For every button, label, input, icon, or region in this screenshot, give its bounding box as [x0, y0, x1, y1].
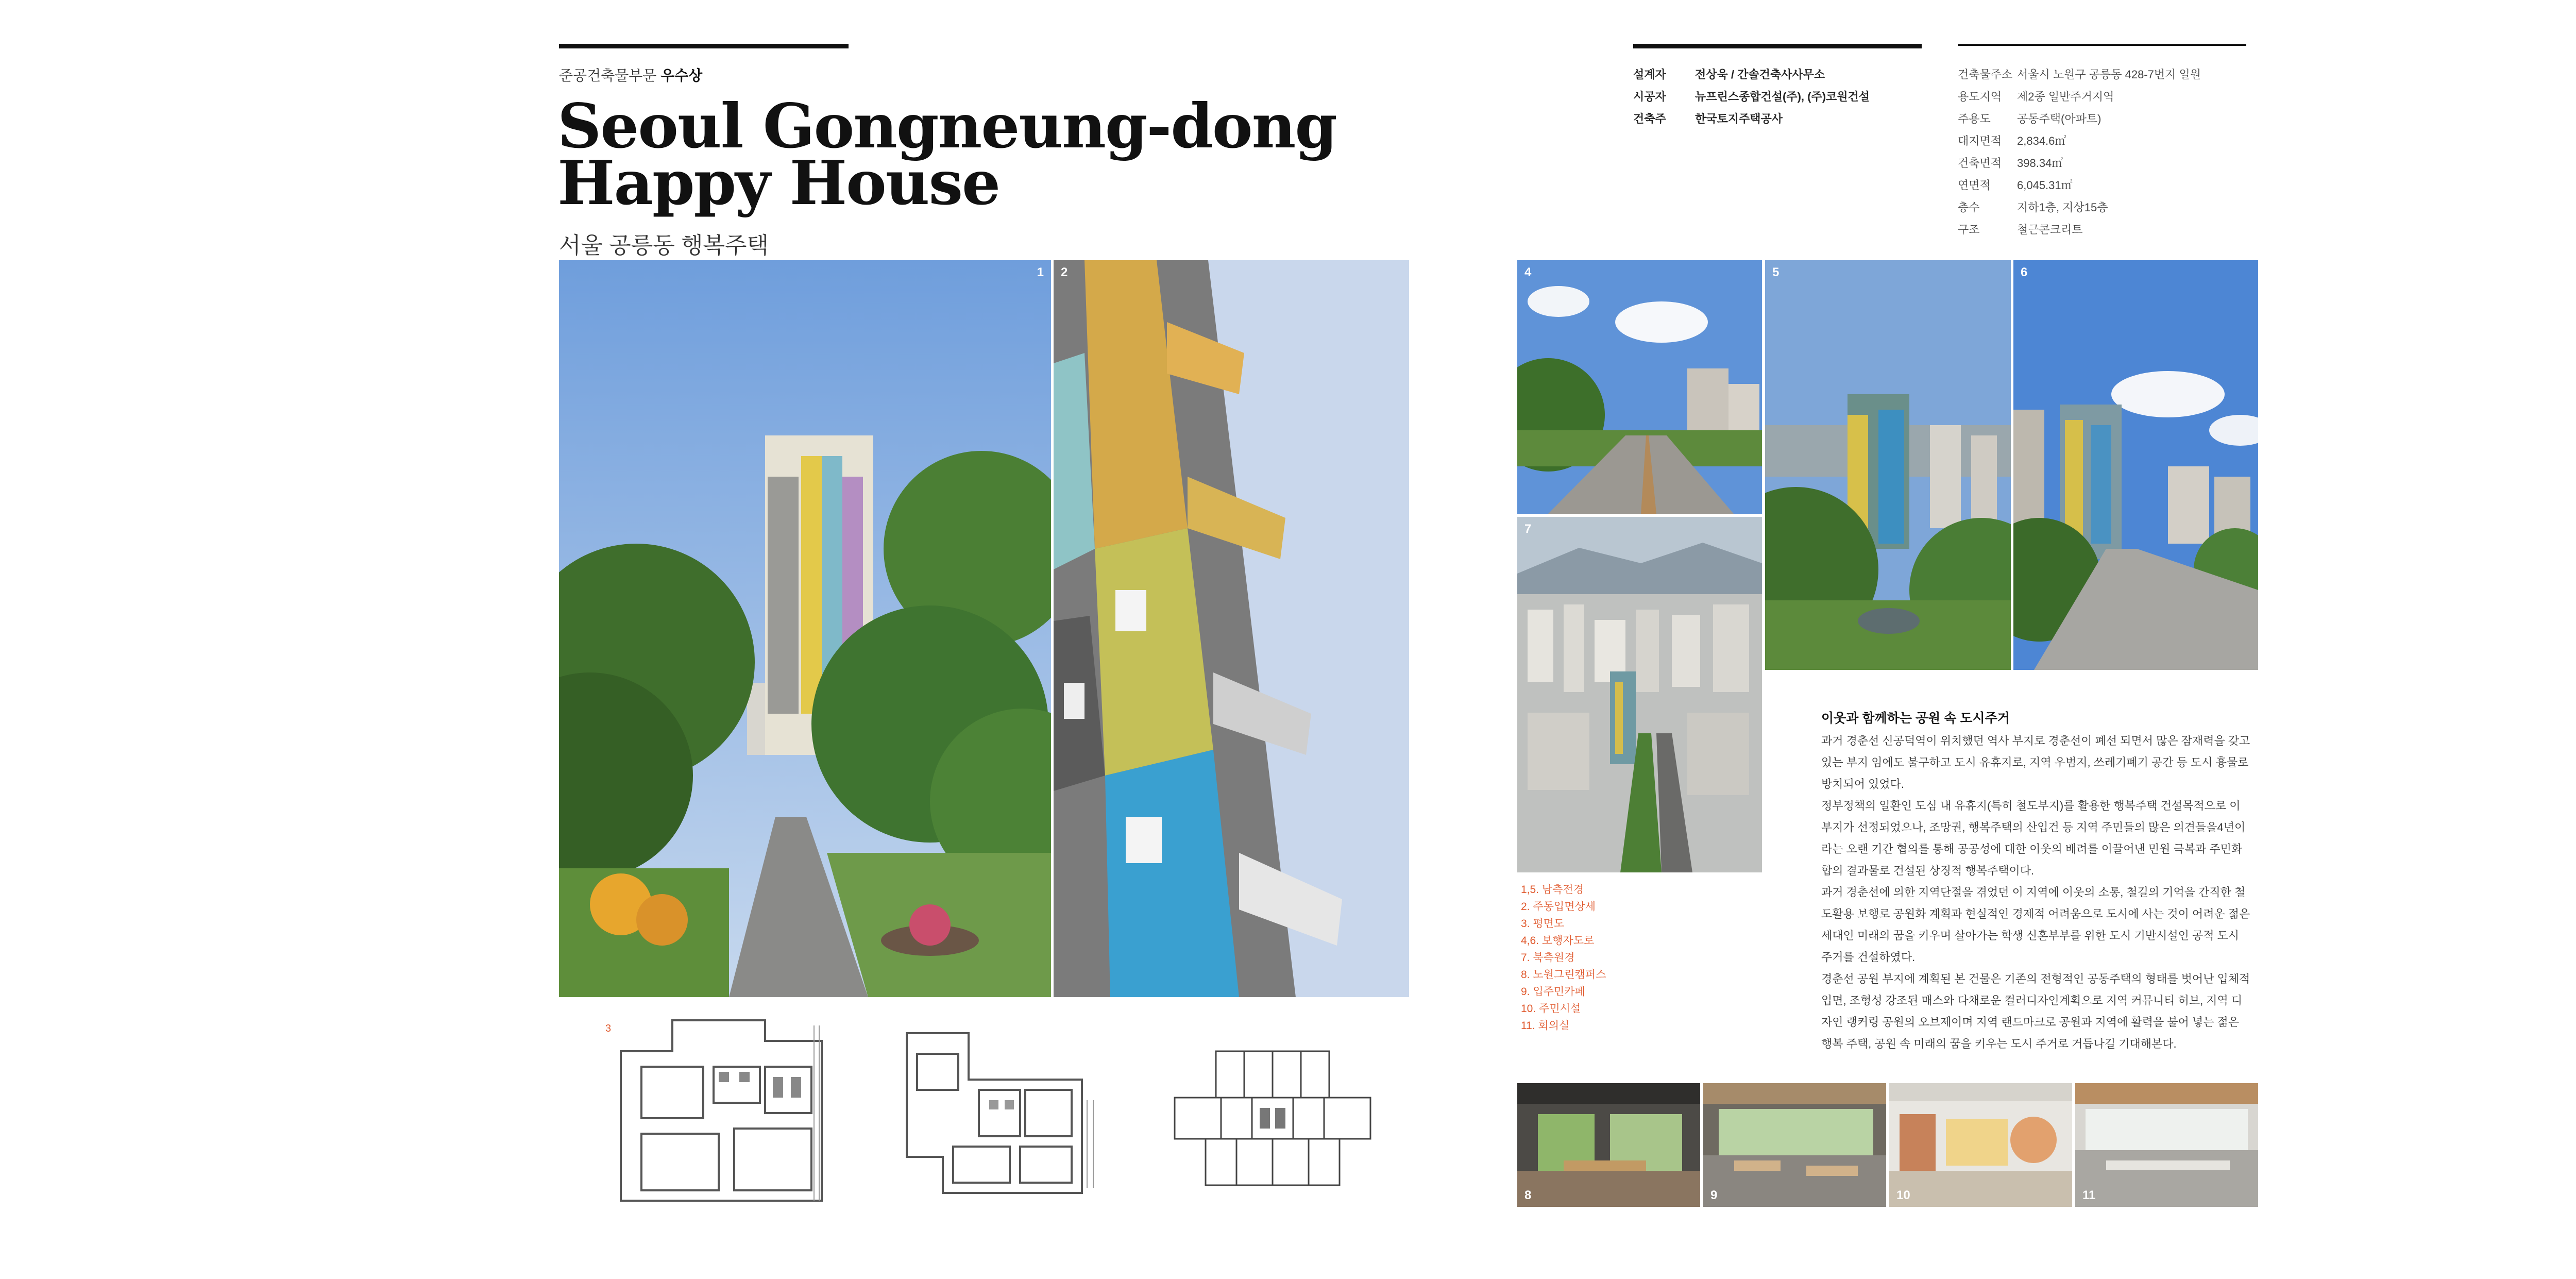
photo-resident-cafe	[1703, 1083, 1886, 1207]
photo-facade-detail-image	[1054, 260, 1409, 997]
legend-item: 2. 주동입면상세	[1521, 901, 1596, 913]
photo-number: 10	[1896, 1188, 1910, 1202]
spec-key: 용도지역	[1958, 90, 2002, 103]
legend-item: 4,6. 보행자도로	[1521, 935, 1595, 947]
photo-legend	[1521, 881, 1606, 1034]
credit-row	[1633, 85, 1870, 107]
spec-key: 연면적	[1958, 179, 1991, 192]
credit-key: 시공자	[1633, 90, 1666, 103]
essay-paragraph: 정부정책의 일환인 도심 내 유휴지(특히 철도부지)를 활용한 행복주택 건설목적으로 이 부지가 선정되었으나, 조망권, 행복주택의 산입건 등 지역 주민들의 많은 의견들을4년이라는 오랜 기간 협의를 통해 공공성에 대한 이웃의 배려를 이끌어낸 민원 극복과 주민화합의 결과물로 건설된 상징적 행복주택이다.	[1821, 799, 2246, 877]
photo-number: 2	[1061, 265, 1068, 279]
essay-heading: 이웃과 함께하는 공원 속 도시주거	[1821, 711, 2010, 726]
spec-row	[1958, 196, 2201, 218]
spec-key: 구조	[1958, 223, 1980, 236]
photo-facade-detail	[1054, 260, 1409, 997]
photo-number: 9	[1710, 1188, 1718, 1202]
spec-value: 공동주택(아파트)	[2017, 112, 2102, 125]
award-prefix: 준공건축물부문	[559, 68, 657, 83]
legend-item: 9. 입주민카페	[1521, 986, 1585, 998]
photo-south-view-5-image	[1765, 260, 2011, 670]
photo-number: 6	[2021, 265, 2028, 279]
photo-number: 7	[1524, 522, 1532, 536]
spec-key: 대지면적	[1958, 134, 2002, 147]
legend-item: 1,5. 남측전경	[1521, 884, 1584, 896]
legend-item: 3. 평면도	[1521, 918, 1565, 930]
legend-item: 10. 주민시설	[1521, 1003, 1581, 1015]
credits-list	[1633, 63, 1870, 129]
spec-row	[1958, 174, 2201, 196]
photo-number: 4	[1524, 265, 1532, 279]
spec-key: 주용도	[1958, 112, 1991, 125]
photo-meeting-room-image	[2075, 1083, 2258, 1207]
photo-pedestrian-road-6	[2013, 260, 2258, 670]
spec-row	[1958, 129, 2201, 152]
photo-north-view-image	[1517, 517, 1762, 872]
photo-resident-cafe-image	[1703, 1083, 1886, 1207]
title-line-1: Seoul Gongneung-dong	[557, 90, 1336, 162]
photo-meeting-room	[2075, 1083, 2258, 1207]
credit-row	[1633, 107, 1870, 129]
essay-paragraph: 과거 경춘선 신공덕역이 위치했던 역사 부지로 경춘선이 폐선 되면서 많은 잠재력을 갖고 있는 부지 임에도 불구하고 도시 유휴지로, 지역 우범지, 쓰레기폐기 공간 등 도시 흉물로 방치되어 있었다.	[1821, 734, 2250, 790]
spec-key: 건축물주소	[1958, 68, 2013, 81]
essay-paragraph: 경춘선 공원 부지에 계획된 본 건물은 기존의 전형적인 공동주택의 형태를 벗어난 입체적 입면, 조형성 강조된 매스와 다채로운 컬러디자인계획으로 지역 커뮤니티 허브, 지역 디자인 랭커링 공원의 오브제이며 지역 랜드마크로 공원과 지역에 활력을 불어 넣는 젊은 행복 주택, 공원 속 미래의 꿈을 키우는 도시 주거로 거듭나길 기대해본다.	[1821, 972, 2250, 1050]
award-grade: 우수상	[660, 68, 703, 83]
photo-number: 1	[1037, 265, 1044, 279]
spec-row	[1958, 152, 2201, 174]
spec-key: 층수	[1958, 201, 1980, 214]
photo-number: 8	[1524, 1188, 1532, 1202]
photo-pedestrian-road-4-image	[1517, 260, 1762, 514]
floor-plan-2	[896, 1023, 1103, 1198]
credit-value: 전상욱 / 간솔건축사사무소	[1695, 68, 1825, 81]
spec-value: 철근콘크리트	[2017, 223, 2083, 236]
spec-value: 6,045.31㎡	[2017, 179, 2073, 192]
credit-row	[1633, 63, 1870, 85]
spec-row	[1958, 218, 2201, 240]
photo-south-view-image	[559, 260, 1051, 997]
credit-value: 한국토지주택공사	[1695, 112, 1783, 125]
photo-number: 11	[2082, 1188, 2096, 1202]
legend-item: 11. 회의실	[1521, 1020, 1570, 1032]
spec-value: 398.34㎡	[2017, 157, 2063, 170]
page-title	[557, 90, 1336, 218]
legend-item: 8. 노원그린캠퍼스	[1521, 969, 1606, 981]
page-subtitle: 서울 공릉동 행복주택	[559, 233, 769, 258]
spec-value: 지하1층, 지상15층	[2017, 201, 2108, 214]
credits-rule	[1633, 44, 1922, 48]
specs-list	[1958, 63, 2201, 240]
floor-plan-1	[611, 1010, 832, 1206]
legend-item: 7. 북측원경	[1521, 952, 1575, 964]
plan-number: 3	[605, 1023, 612, 1034]
credit-value: 뉴프린스종합건설(주), (주)코원건설	[1695, 90, 1870, 103]
photo-green-campus-image	[1517, 1083, 1700, 1207]
title-line-2: Happy House	[557, 147, 1000, 218]
spec-row	[1958, 63, 2201, 85]
credit-key: 건축주	[1633, 112, 1666, 125]
specs-rule	[1958, 44, 2246, 46]
photo-community-facility	[1889, 1083, 2072, 1207]
photo-number: 5	[1772, 265, 1780, 279]
photo-south-view	[559, 260, 1051, 997]
essay-text	[1821, 708, 2251, 1055]
spec-key: 건축면적	[1958, 157, 2002, 170]
photo-south-view-5	[1765, 260, 2011, 670]
header-rule	[559, 44, 849, 48]
essay-paragraph: 과거 경춘선에 의한 지역단절을 겪었던 이 지역에 이웃의 소통, 철길의 기억을 간직한 철도활용 보행로 공원화 계획과 현실적인 경제적 어려움으로 도시에 사는 것이 어려운 젊은 세대인 미래의 꿈을 키우며 살아가는 학생 신혼부부를 위한 도시 기반시설인 공적 도시 주거를 건설하였다.	[1821, 886, 2250, 964]
photo-community-facility-image	[1889, 1083, 2072, 1207]
spec-value: 2,834.6㎡	[2017, 134, 2066, 147]
photo-pedestrian-road-6-image	[2013, 260, 2258, 670]
photo-green-campus	[1517, 1083, 1700, 1207]
spec-row	[1958, 107, 2201, 129]
credit-key: 설계자	[1633, 68, 1666, 81]
spec-row	[1958, 85, 2201, 107]
photo-north-view	[1517, 517, 1762, 872]
spec-value: 서울시 노원구 공릉동 428-7번지 일원	[2017, 68, 2201, 81]
floor-plan-3	[1170, 1046, 1376, 1190]
photo-pedestrian-road-4	[1517, 260, 1762, 514]
award-label	[559, 64, 702, 85]
spec-value: 제2종 일반주거지역	[2017, 90, 2114, 103]
